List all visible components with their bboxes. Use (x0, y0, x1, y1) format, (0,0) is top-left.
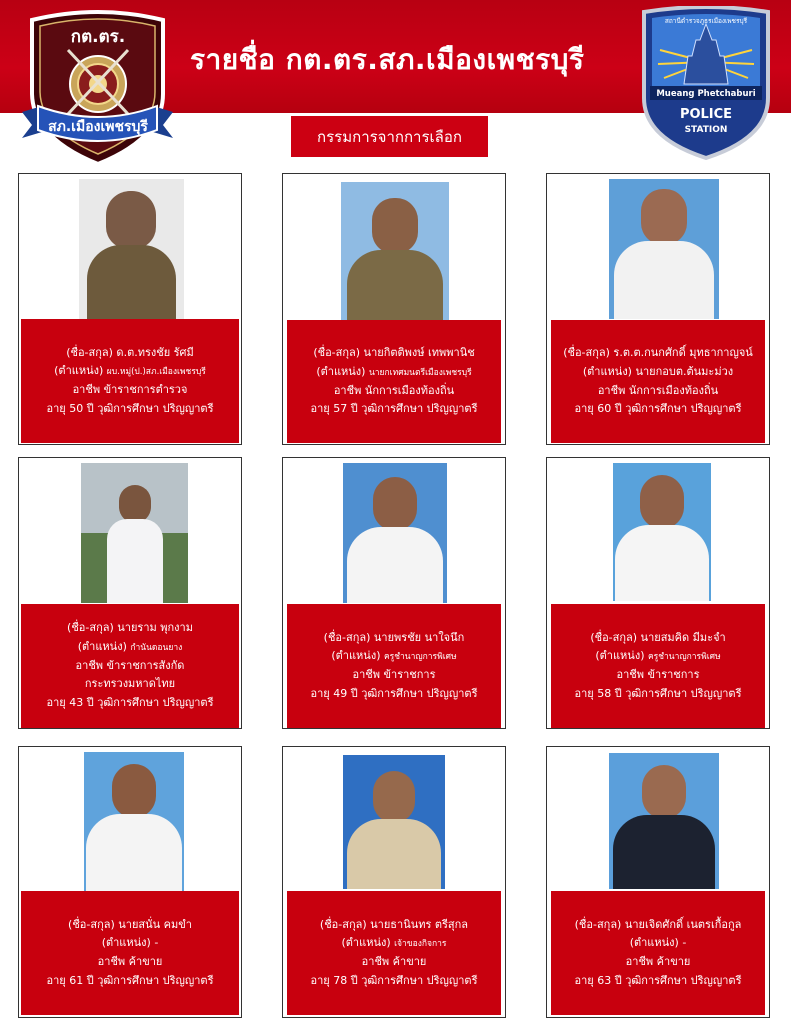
member-position-label: (ตำแหน่ง) (629, 936, 679, 950)
member-position-label: (ตำแหน่ง) (316, 364, 366, 378)
member-card (18, 173, 242, 445)
member-position: - (154, 936, 159, 950)
member-position: นายกเทศมนตรีเมืองเพชรบุรี (368, 367, 472, 378)
member-photo (343, 755, 445, 889)
member-info-box (551, 891, 765, 1015)
member-age-education: อายุ 78 ปี วุฒิการศึกษา ปริญญาตรี (310, 973, 478, 987)
member-occupation: อาชีพ ข้าราชการตำรวจ (72, 383, 188, 397)
member-photo (79, 179, 184, 319)
member-position-label: (ตำแหน่ง) (54, 364, 104, 378)
member-occupation: อาชีพ นักการเมืองท้องถิ่น (333, 383, 455, 397)
member-photo (613, 463, 711, 601)
member-photo (609, 753, 719, 889)
member-position: เจ้าของกิจการ (394, 939, 447, 950)
member-card (282, 173, 506, 445)
emblem-police-text: POLICE (679, 107, 733, 122)
member-position: - (682, 936, 687, 950)
member-info-box (21, 604, 239, 728)
member-age-education: อายุ 50 ปี วุฒิการศึกษา ปริญญาตรี (46, 401, 214, 415)
member-name: (ชื่อ-สกุล) นายธานินทร ตรีสุกล (319, 917, 469, 931)
member-age-education: อายุ 58 ปี วุฒิการศึกษา ปริญญาตรี (574, 686, 742, 700)
member-info-box (287, 891, 501, 1015)
member-occupation: อาชีพ ข้าราชการ (352, 668, 436, 682)
page-title: รายชื่อ กต.ตร.สภ.เมืองเพชรบุรี (190, 43, 585, 76)
member-age-education: อายุ 57 ปี วุฒิการศึกษา ปริญญาตรี (310, 402, 478, 416)
member-card (546, 457, 770, 729)
member-photo (341, 182, 449, 320)
member-position-label: (ตำแหน่ง) (77, 639, 127, 653)
member-name: (ชื่อ-สกุล) นายกิตติพงษ์ เทพพานิช (313, 346, 475, 360)
member-age-education: อายุ 63 ปี วุฒิการศึกษา ปริญญาตรี (574, 973, 742, 987)
member-name: (ชื่อ-สกุล) นายสมคิด มีมะจำ (590, 630, 726, 644)
emblem-band-text: Mueang Phetchaburi (656, 89, 756, 99)
member-photo (84, 752, 184, 892)
member-position-label: (ตำแหน่ง) (595, 649, 645, 663)
member-info-box (21, 891, 239, 1015)
member-occupation: อาชีพ ข้าราชการ (616, 668, 700, 682)
member-age-education: อายุ 61 ปี วุฒิการศึกษา ปริญญาตรี (46, 973, 214, 987)
police-committee-shield-logo (20, 6, 175, 168)
member-info-box (287, 604, 501, 728)
section-label: กรรมการจากการเลือก (291, 116, 488, 157)
member-occupation: อาชีพ ค้าขาย (97, 955, 163, 968)
member-info-box (551, 320, 765, 443)
member-position-label: (ตำแหน่ง) (582, 364, 632, 378)
member-occupation-cont: กระทรวงมหาดไทย (84, 677, 176, 691)
member-photo (81, 463, 188, 603)
member-position: กำนันดอนยาง (130, 642, 183, 653)
member-card (18, 457, 242, 729)
logo-top-text: กต.ตร. (70, 27, 126, 47)
logo-ribbon-text: สภ.เมืองเพชรบุรี (48, 119, 148, 135)
member-age-education: อายุ 60 ปี วุฒิการศึกษา ปริญญาตรี (574, 402, 742, 416)
member-age-education: อายุ 43 ปี วุฒิการศึกษา ปริญญาตรี (46, 696, 214, 710)
member-position-label: (ตำแหน่ง) (331, 649, 381, 663)
member-name: (ชื่อ-สกุล) นายพรชัย นาใจนึก (323, 630, 465, 644)
emblem-station-text: STATION (684, 125, 728, 135)
member-info-box (21, 319, 239, 443)
member-name: (ชื่อ-สกุล) นายสนั่น คมขำ (68, 917, 192, 931)
member-occupation: อาชีพ ค้าขาย (625, 955, 691, 968)
member-occupation: อาชีพ นักการเมืองท้องถิ่น (597, 383, 719, 397)
member-info-box (551, 604, 765, 728)
member-age-education: อายุ 49 ปี วุฒิการศึกษา ปริญญาตรี (310, 686, 478, 700)
member-position: ครูชำนาญการพิเศษ (384, 652, 457, 663)
member-position: ครูชำนาญการพิเศษ (648, 652, 721, 663)
member-card (282, 746, 506, 1018)
emblem-arc-text: สถานีตำรวจภูธรเมืองเพชรบุรี (664, 17, 748, 25)
police-station-emblem (638, 6, 774, 160)
member-card (546, 746, 770, 1018)
member-occupation: อาชีพ ข้าราชการสังกัด (75, 658, 185, 672)
member-occupation: อาชีพ ค้าขาย (361, 955, 427, 969)
member-photo (609, 179, 719, 319)
member-name: (ชื่อ-สกุล) ร.ต.ต.กนกศักดิ์ มุทธากาญจน์ (563, 346, 753, 360)
member-position: ผบ.หมู่(ป.)สภ.เมืองเพชรบุรี (106, 367, 206, 378)
member-name: (ชื่อ-สกุล) ด.ต.ทรงชัย รัศมี (66, 345, 194, 359)
member-photo (343, 463, 447, 603)
member-info-box (287, 320, 501, 443)
member-position-label: (ตำแหน่ง) (101, 936, 151, 950)
member-card (546, 173, 770, 445)
member-card (282, 457, 506, 729)
member-position-label: (ตำแหน่ง) (341, 936, 391, 950)
member-position: นายกอบต.ต้นมะม่วง (635, 364, 734, 378)
member-card (18, 746, 242, 1018)
member-name: (ชื่อ-สกุล) นายราม พุกงาม (67, 621, 193, 635)
member-name: (ชื่อ-สกุล) นายเจิดศักดิ์ เนตรเกื้อกูล (574, 917, 742, 931)
